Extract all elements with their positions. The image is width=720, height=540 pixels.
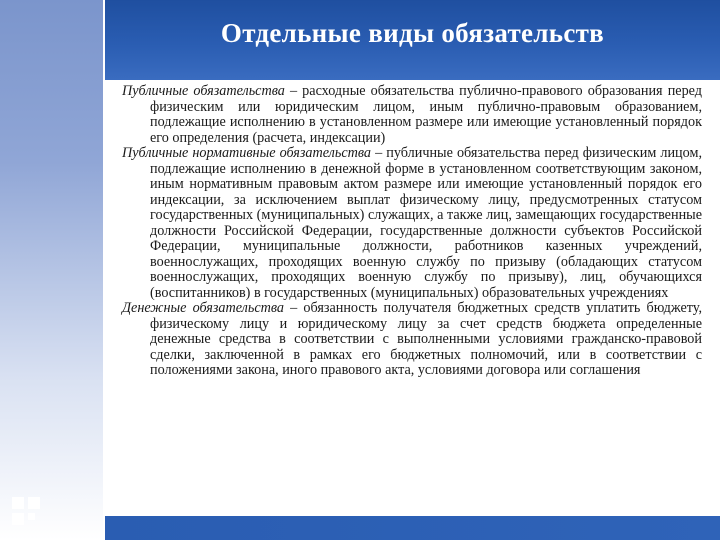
- paragraph-monetary-obligations: [122, 301, 702, 379]
- slide-content: [122, 84, 702, 379]
- sidebar-divider: [103, 0, 105, 540]
- definition-monetary-obligations: – обязанность получателя бюджетных средств уплатить бюджету, физическому лицу и юридическому лицу за счет средств бюджета определенные денежные средства в соответствии с выполненными условиями гражданско-правовой сделки, заключенной в рамках его бюджетных полномочий, или в соответствии с положениями закона, иного правового акта, условиями договора или соглашения: [150, 300, 702, 378]
- term-monetary-obligations: Денежные обязательства: [122, 300, 285, 316]
- definition-public-normative-obligations: – публичные обязательства перед физическим лицом, подлежащие исполнению в денежной форме в установленном соответствующим законом, иным нормативным правовым актом размере или имеющие установленный порядок его индексации, за исключением выплат физическому лицу, предусмотренных статусом государственных (муниципальных) служащих, а также лиц, замещающих государственные должности Российской Федерации, государственные должности субъектов Российской Федерации, муниципальные должности, работников казенных учреждений, военнослужащих, проходящих военную службу по призыву (обладающих статусом военнослужащих, проходящих военную службу по призыву), лиц, обучающихся (воспитанников) в государственных (муниципальных) образовательных учреждениях: [150, 145, 703, 301]
- definition-public-obligations: – расходные обязательства публично-правового образования перед физическим или юридическим лицом, иным публично-правовым образованием, подлежащие исполнению в установленном размере или имеющие установленный порядок его определения (расчета, индексации): [150, 83, 703, 146]
- term-public-normative-obligations: Публичные нормативные обязательства: [122, 145, 372, 161]
- paragraph-public-normative-obligations: [122, 146, 702, 301]
- term-public-obligations: Публичные обязательства: [122, 83, 285, 99]
- paragraph-public-obligations: [122, 84, 702, 146]
- slide-title: Отдельные виды обязательств: [220, 18, 605, 48]
- footer-bar: [105, 516, 720, 540]
- sidebar-panel: [0, 0, 103, 540]
